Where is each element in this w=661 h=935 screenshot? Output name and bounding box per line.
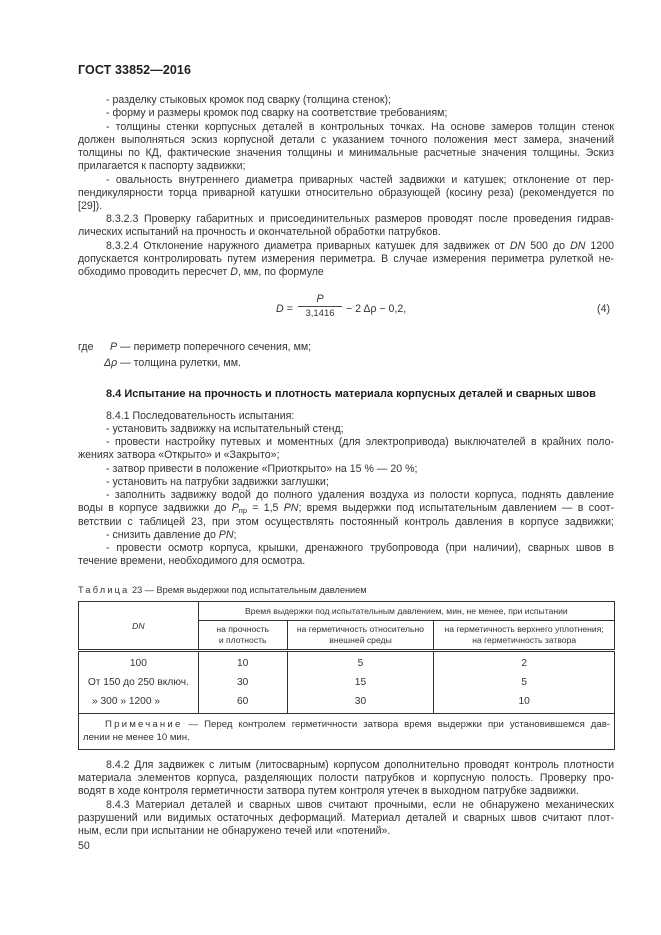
text-line: лических испытаний на прочность и окончательной обработки патрубков. [78,226,441,238]
cell-dn: 100 [79,651,199,674]
text-line: пендикулярности торца приварной катушки относительно образующей (косину реза) (рекомендуется по [78,187,614,199]
text-line: [29]). [78,200,103,212]
text-line: обходимо проводить пересчет D, мм, по формуле [78,266,324,278]
formula-fraction [298,292,342,321]
text-line: - толщины стенки корпусных деталей в контрольных точках. На основе замеров толщин стенок [106,121,614,133]
header-group: Время выдержки под испытательным давлением, мин, не менее, при испытании [198,602,614,621]
text-line: - установить задвижку на испытательный стенд; [106,423,344,435]
text-line: ным, если при испытании не обнаружено течей или «потений». [78,825,391,837]
formula-lhs: D = [276,303,293,315]
text-line: 8.3.2.3 Проверку габаритных и присоединительных размеров проводят после проведения гидрав- [106,213,614,225]
where-item-p: P — периметр поперечного сечения, мм; [110,341,312,353]
table-row [79,651,615,674]
cell-strength: 60 [198,692,287,714]
cell-external: 30 [287,692,434,714]
text-line: воды в корпусе задвижки до $P_{пр} = 1,5$ PN; время выдержки под испытательным давлением — в соот- [78,502,614,515]
text-line: - овальность внутреннего диаметра приварных частей задвижки и катушек; отклонение от пер- [106,174,614,186]
table-caption: Таблица 23 — Время выдержки под испытательным давлением [78,585,367,595]
table-row [79,673,615,692]
text-line: допускается контролировать путем измерения периметра. В случае измерения периметра рулеткой не- [78,253,614,265]
text-line: 8.4.1 Последовательность испытания: [106,410,295,422]
formula-numerator: P [316,293,324,305]
cell-dn: » 300 » 1200 » [79,692,199,714]
text-line: - снизить давление до PN; [106,529,237,541]
cell-seat: 2 [434,651,615,674]
note-line: лении не менее 10 мин. [83,732,190,743]
note-line: Примечание — Перед контролем герметичности затвора время выдержки при установившемся дав- [105,719,610,730]
cell-seat: 10 [434,692,615,714]
text-line: - провести настройку путевых и моментных (для электропривода) выключателей в крайних поло- [106,436,614,448]
where-item-dp: Δρ — толщина рулетки, мм. [104,357,241,369]
header-dn: DN [79,602,199,651]
text-line: 8.3.2.4 Отклонение наружного диаметра приварных катушек для задвижек от DN 500 до DN 1200 [106,240,614,252]
document-header: ГОСТ 33852—2016 [78,63,192,77]
text-line: - провести осмотр корпуса, крышки, дренажного трубопровода (при наличии), сварных швов в [106,542,614,554]
header-seat: на герметичность верхнего уплотнения; на герметичность затвора [434,621,615,651]
page-number: 50 [78,840,90,852]
formula-4 [276,292,616,326]
text-line: - разделку стыковых кромок под сварку (толщина стенок); [106,94,392,106]
table-row [79,692,615,714]
text-line: - установить на патрубки задвижки заглушки; [106,476,329,488]
text-line: - заполнить задвижку водой до полного удаления воздуха из полости корпуса, поднять давление [106,489,614,501]
text-line: - затвор привести в положение «Приоткрыто» на 15 % — 20 %; [106,463,418,475]
equation-number: (4) [597,303,610,315]
table-23 [78,601,615,750]
cell-external: 5 [287,651,434,674]
text-line: должен выполняться эскиз корпусной детали с указанием точного положения мест замера, значений [78,134,614,146]
section-heading: 8.4 Испытание на прочность и плотность материала корпусных деталей и сварных швов [106,388,596,400]
where-label: где [78,341,94,353]
text-line: 8.4.2 Для задвижек с литым (литосварным) корпусом дополнительно проводят контроль плотности [106,759,614,771]
text-line: - форму и размеры кромок под сварку на соответствие требованиям; [106,107,448,119]
cell-dn: От 150 до 250 включ. [79,673,199,692]
header-strength: на прочность и плотность [198,621,287,651]
text-line: ветствии с таблицей 23, при этом осуществлять постоянный контроль давления в корпусе задвижки; [78,516,614,528]
header-external: на герметичность относительно внешней среды [287,621,434,651]
text-line: разрушений или видимых остаточных деформаций. Материал деталей и сварных швов считают плот- [78,812,614,824]
text-line: материала элементов корпуса, разделяющих полости патрубков и корпусную полость. Проверку про- [78,772,614,784]
formula-rest: − 2 Δρ − 0,2, [346,303,407,315]
cell-external: 15 [287,673,434,692]
cell-strength: 30 [198,673,287,692]
cell-strength: 10 [198,651,287,674]
cell-seat: 5 [434,673,615,692]
text-line: жениях затвора «Открыто» и «Закрыто»; [78,449,280,461]
text-line: течение времени, необходимого для осмотра. [78,555,306,567]
formula-denominator: 3,1416 [305,308,335,319]
text-line: толщины по КД, фактические значения толщины и минимальные расчетные значения толщины. Эскиз [78,147,614,159]
table-note [79,714,615,750]
text-line: 8.4.3 Материал деталей и сварных швов считают прочными, если не обнаружено механических [106,799,614,811]
text-line: водят в ходе контроля герметичности затвора путем контроля утечек в выходном патрубке задвижки. [78,785,579,797]
text-line: прилагается к паспорту задвижки; [78,160,246,172]
